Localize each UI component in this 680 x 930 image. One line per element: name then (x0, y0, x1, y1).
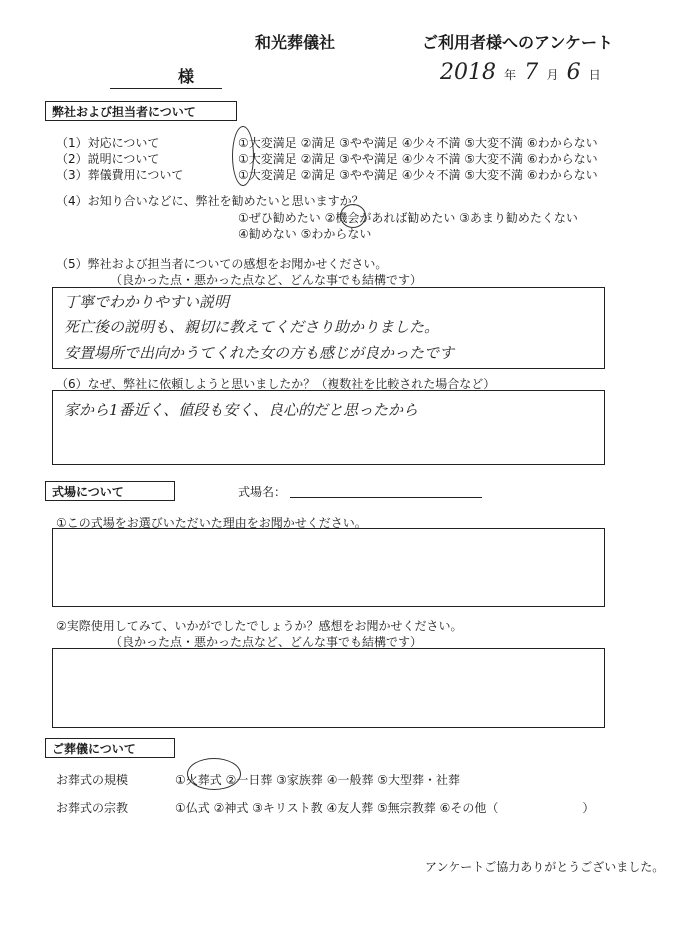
date-month: 7 (524, 60, 539, 85)
q4-options-line2: ④勧めない ⑤わからない (238, 227, 372, 241)
venue-q2-label: ②実際使用してみて、いかがでしたでしょうか？感想をお聞かせください。 (56, 619, 463, 633)
funeral-scale-label: お葬式の規模 (56, 773, 129, 787)
customer-honorific: 様 (178, 67, 195, 86)
q5-answer-line1: 丁寧でわかりやすい説明 (64, 293, 230, 311)
funeral-religion-options: ①仏式 ②神式 ③キリスト教 ④友人葬 ⑤無宗教葬 ⑥その他（ ） (175, 801, 595, 815)
section-heading-venue: 式場について (45, 481, 175, 501)
company-name: 和光葬儀社 (255, 33, 336, 52)
q4-options-line1: ①ぜひ勧めたい ②機会があれば勧めたい ③あまり勧めたくない (238, 211, 578, 225)
q5-label: （5）弊社および担当者についての感想をお聞かせください。 (56, 257, 388, 271)
survey-title: ご利用者様へのアンケート (422, 33, 614, 52)
customer-name-line (110, 88, 222, 89)
date-month-unit: 月 (546, 68, 559, 82)
q1-options: ①大変満足 ②満足 ③やや満足 ④少々不満 ⑤大変不満 ⑥わからない (238, 136, 598, 150)
q2-label: （2）説明について (56, 152, 160, 166)
q1-q3-selection-mark (232, 126, 254, 186)
venue-name-line (290, 497, 482, 498)
section-heading-funeral: ご葬儀について (45, 738, 175, 758)
q1-label: （1）対応について (56, 136, 160, 150)
date-day: 6 (566, 60, 581, 85)
q5-answer-line3: 安置場所で出向かうてくれた女の方も感じが良かったです (64, 344, 455, 362)
date-year-unit: 年 (504, 68, 517, 82)
survey-date (440, 60, 605, 85)
q6-answer: 家から1番近く、値段も安く、良心的だと思ったから (64, 401, 418, 419)
venue-q2-sub: （良かった点・悪かった点など、どんな事でも結構です） (110, 635, 423, 649)
venue-q2-answer-box (52, 648, 605, 728)
date-year: 2018 (440, 60, 496, 85)
funeral-scale-options: ①火葬式 ②一日葬 ③家族葬 ④一般葬 ⑤大型葬・社葬 (175, 773, 461, 787)
q3-options: ①大変満足 ②満足 ③やや満足 ④少々不満 ⑤大変不満 ⑥わからない (238, 168, 598, 182)
q6-label: （6）なぜ、弊社に依頼しようと思いましたか？（複数社を比較された場合など） (56, 377, 496, 391)
funeral-scale-selection-mark (187, 758, 241, 790)
q4-selection-mark (340, 204, 366, 228)
venue-name-label: 式場名： (238, 485, 287, 499)
thank-you-message: アンケートご協力ありがとうございました。 (425, 860, 665, 874)
funeral-religion-label: お葬式の宗教 (56, 801, 129, 815)
section-heading-staff: 弊社および担当者について (45, 101, 237, 121)
venue-q1-label: ①この式場をお選びいただいた理由をお聞かせください。 (56, 516, 367, 530)
venue-q1-answer-box (52, 528, 605, 607)
q3-label: （3）葬儀費用について (56, 168, 184, 182)
q4-label: （4）お知り合いなどに、弊社を勧めたいと思いますか？ (56, 194, 364, 208)
q2-options: ①大変満足 ②満足 ③やや満足 ④少々不満 ⑤大変不満 ⑥わからない (238, 152, 598, 166)
q5-sub: （良かった点・悪かった点など、どんな事でも結構です） (110, 273, 423, 287)
q5-answer-line2: 死亡後の説明も、親切に教えてくださり助かりました。 (64, 318, 440, 336)
date-day-unit: 日 (588, 68, 601, 82)
